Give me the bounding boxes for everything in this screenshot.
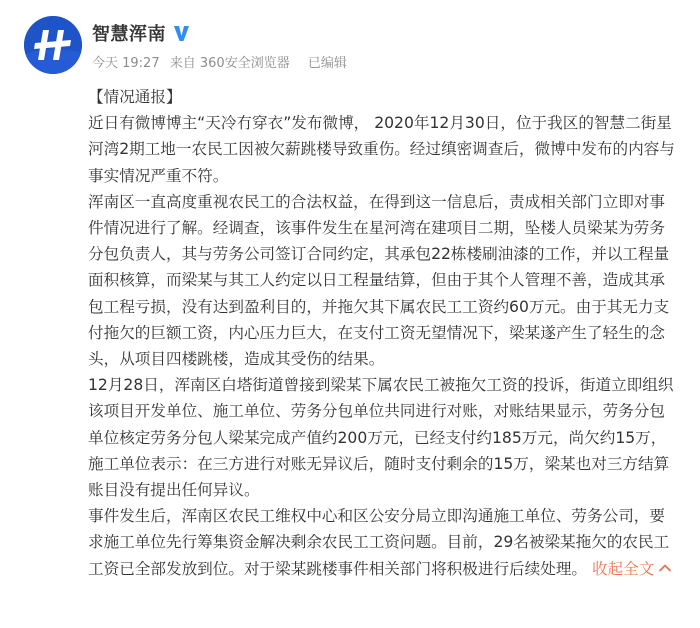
edited-label[interactable]: 已编辑 <box>307 56 347 71</box>
avatar[interactable] <box>24 16 82 74</box>
content-paragraph-last <box>88 503 680 582</box>
user-name[interactable]: 智慧浑南 <box>92 24 166 45</box>
post-header <box>24 14 684 76</box>
name-row <box>92 20 190 46</box>
content-heading: 【情况通报】 <box>88 88 182 106</box>
post-time[interactable]: 今天 19:27 <box>92 56 160 71</box>
content-paragraph: 近日有微博博主“天冷冇穿衣”发布微博， 2020年12月30日，位于我区的智慧二街星河湾2期工地一农民工因被欠薪跳楼导致重伤。经过缜密调查后，微博中发布的内容与事实情况严重不符。 <box>88 114 675 185</box>
content-paragraph: 浑南区一直高度重视农民工的合法权益，在得到这一信息后，责成相关部门立即对事件情况进行了解。经调查，该事件发生在星河湾在建项目二期，坠楼人员梁某为劳务分包负责人，其与劳务公司签订合同约定，其承包22栋楼刷油漆的工作，并以工程量面积核算，而梁某与其工人约定以日工程量结算，但由于其个人管理不善，造成其承包工程亏损，没有达到盈利目的，并拖欠其下属农民工工资约60万元。由于其无力支付拖欠的巨额工资，内心压力巨大，在支付工资无望情况下，梁某遂产生了轻生的念头，从项目四楼跳楼，造成其受伤的结果。 <box>88 192 670 369</box>
post-content <box>88 84 680 582</box>
post-source: 来自 360安全浏览器 <box>169 56 290 71</box>
content-paragraph: 12月28日，浑南区白塔街道曾接到梁某下属农民工被拖欠工资的投诉，街道立即组织该项目开发单位、施工单位、劳务分包单位共同进行对账，对账结果显示，劳务分包单位核定劳务分包人梁某完成产值约200万元，已经支付约185万元，尚欠约15万，施工单位表示：在三方进行对账无异议后，随时支付剩余的15万，梁某也对三方结算账目没有提出任何异议。 <box>88 376 674 500</box>
verified-badge-icon <box>173 25 190 42</box>
collapse-label: 收起全文 <box>591 559 655 578</box>
content-paragraph-text: 事件发生后，浑南区农民工维权中心和区公安分局立即沟通施工单位、劳务公司，要求施工单位先行筹集资金解决剩余农民工工资问题。目前，29名被梁某拖欠的农民工工资已全部发放到位。对于梁某跳楼事件相关部门将积极进行后续处理。 <box>88 507 670 578</box>
post-meta <box>92 52 353 71</box>
collapse-full-text-link[interactable] <box>592 560 674 578</box>
avatar-logo-icon <box>24 16 82 74</box>
chevron-up-icon <box>656 559 674 577</box>
